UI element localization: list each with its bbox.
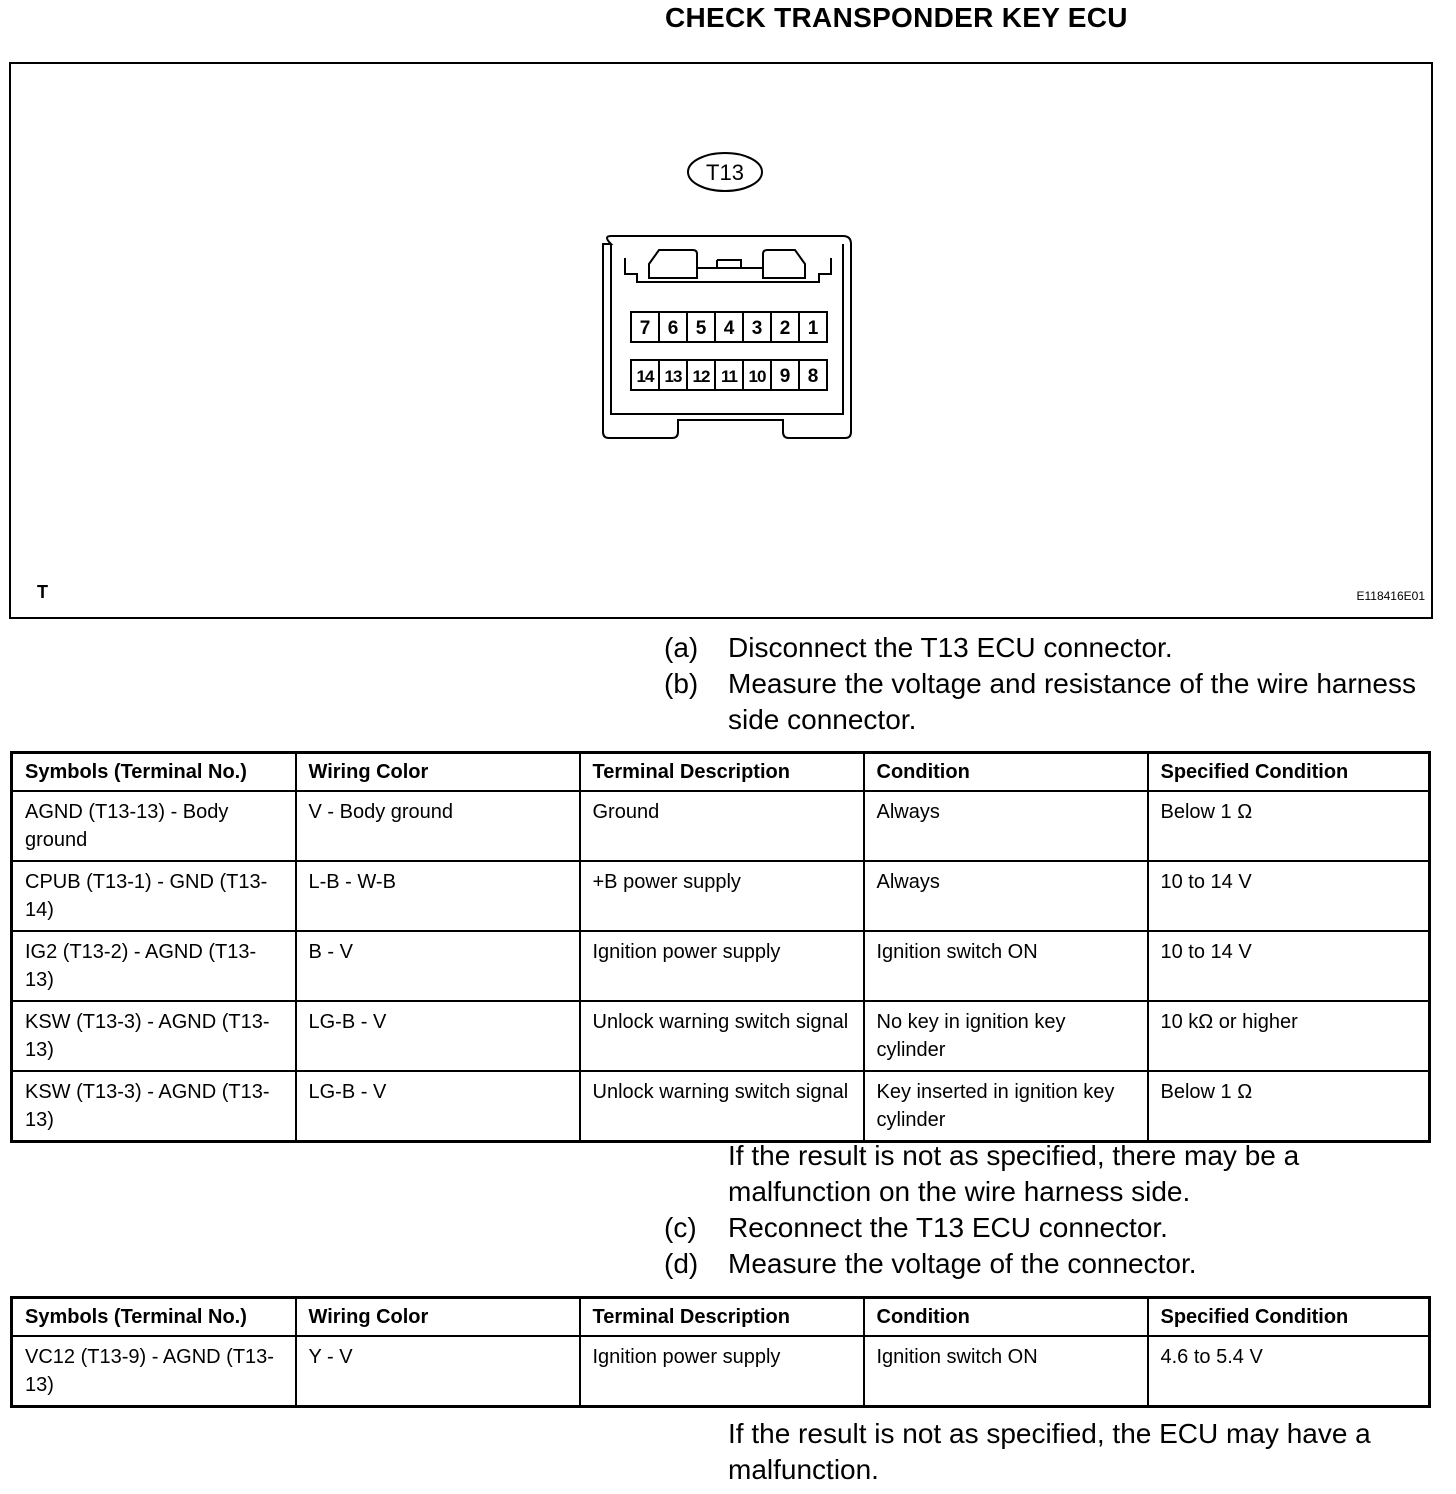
table-cell: V - Body ground xyxy=(296,791,580,861)
connector-label: T13 xyxy=(706,160,744,185)
note-wire-harness: If the result is not as specified, there may be a malfunction on the wire harness side. xyxy=(728,1140,1300,1207)
table-cell: AGND (T13-13) - Body ground xyxy=(12,791,296,861)
table-cell: Unlock warning switch signal xyxy=(580,1071,864,1142)
table-cell: B - V xyxy=(296,931,580,1001)
column-header: Terminal Description xyxy=(580,1298,864,1337)
table-header-row xyxy=(12,753,1430,792)
step-a xyxy=(664,630,1428,666)
column-header: Symbols (Terminal No.) xyxy=(12,1298,296,1337)
connector-pin-1: 1 xyxy=(807,318,819,339)
connector-pin-9: 9 xyxy=(779,366,791,387)
table-cell: KSW (T13-3) - AGND (T13-13) xyxy=(12,1071,296,1142)
step-b xyxy=(664,666,1428,738)
table-cell: Always xyxy=(864,861,1148,931)
table-row xyxy=(12,1001,1430,1071)
step-letter: (d) xyxy=(664,1248,699,1279)
step-letter: (b) xyxy=(664,668,699,699)
table-cell: Ignition power supply xyxy=(580,1336,864,1407)
voltage-resistance-table xyxy=(10,751,1431,1143)
column-header: Wiring Color xyxy=(296,1298,580,1337)
column-header: Specified Condition xyxy=(1148,1298,1430,1337)
steps-a-b xyxy=(664,630,1428,738)
table-cell: VC12 (T13-9) - AGND (T13-13) xyxy=(12,1336,296,1407)
connector-pin-12: 12 xyxy=(692,367,710,386)
connector-pin-3: 3 xyxy=(751,318,763,339)
table-cell: KSW (T13-3) - AGND (T13-13) xyxy=(12,1001,296,1071)
table-cell: Below 1 Ω xyxy=(1148,1071,1430,1142)
table-cell: Ignition power supply xyxy=(580,931,864,1001)
table-row xyxy=(12,931,1430,1001)
table-cell: 4.6 to 5.4 V xyxy=(1148,1336,1430,1407)
connector-pin-6: 6 xyxy=(667,318,679,339)
column-header: Condition xyxy=(864,753,1148,792)
column-header: Terminal Description xyxy=(580,753,864,792)
table-cell: 10 to 14 V xyxy=(1148,931,1430,1001)
connector-figure xyxy=(9,62,1433,619)
connector-pin-8: 8 xyxy=(807,366,819,387)
steps-c-d xyxy=(664,1210,1197,1282)
connector-diagram xyxy=(11,64,1431,617)
step-letter: (c) xyxy=(664,1212,697,1243)
step-c xyxy=(664,1210,1197,1246)
column-header: Symbols (Terminal No.) xyxy=(12,753,296,792)
step-d xyxy=(664,1246,1197,1282)
table-cell: 10 kΩ or higher xyxy=(1148,1001,1430,1071)
table-cell: Key inserted in ignition key cylinder xyxy=(864,1071,1148,1142)
connector-pin-10: 10 xyxy=(748,367,766,386)
table-cell: Always xyxy=(864,791,1148,861)
table-cell: Below 1 Ω xyxy=(1148,791,1430,861)
connector-voltage-table xyxy=(10,1296,1431,1408)
figure-image-code: E118416E01 xyxy=(1356,589,1425,603)
table-header-row xyxy=(12,1298,1430,1337)
step-text: Reconnect the T13 ECU connector. xyxy=(728,1212,1168,1243)
column-header: Specified Condition xyxy=(1148,753,1430,792)
step-text: Measure the voltage of the connector. xyxy=(728,1248,1197,1279)
figure-corner-label: T xyxy=(37,582,48,602)
table-cell: Y - V xyxy=(296,1336,580,1407)
table-row xyxy=(12,791,1430,861)
connector-pin-2: 2 xyxy=(779,318,791,339)
connector-pin-11: 11 xyxy=(721,367,737,386)
connector-pin-13: 13 xyxy=(664,367,682,386)
table-cell: Ground xyxy=(580,791,864,861)
connector-pin-7: 7 xyxy=(639,318,651,339)
table-row xyxy=(12,861,1430,931)
connector-pin-14: 14 xyxy=(636,367,654,386)
column-header: Condition xyxy=(864,1298,1148,1337)
column-header: Wiring Color xyxy=(296,753,580,792)
page-title: CHECK TRANSPONDER KEY ECU xyxy=(665,2,1128,33)
table-cell: No key in ignition key cylinder xyxy=(864,1001,1148,1071)
table-cell: CPUB (T13-1) - GND (T13-14) xyxy=(12,861,296,931)
table-cell: Ignition switch ON xyxy=(864,1336,1148,1407)
table-cell: Unlock warning switch signal xyxy=(580,1001,864,1071)
step-text: Measure the voltage and resistance of the wire harness side connector. xyxy=(728,668,1416,735)
table-cell: LG-B - V xyxy=(296,1071,580,1142)
table-cell: LG-B - V xyxy=(296,1001,580,1071)
table-row xyxy=(12,1336,1430,1407)
step-text: Disconnect the T13 ECU connector. xyxy=(728,632,1173,663)
table-row xyxy=(12,1071,1430,1142)
table-cell: +B power supply xyxy=(580,861,864,931)
step-letter: (a) xyxy=(664,632,699,663)
table-cell: Ignition switch ON xyxy=(864,931,1148,1001)
table-cell: IG2 (T13-2) - AGND (T13-13) xyxy=(12,931,296,1001)
table-cell: L-B - W-B xyxy=(296,861,580,931)
connector-pin-4: 4 xyxy=(723,318,735,339)
connector-pin-5: 5 xyxy=(695,318,707,339)
table-cell: 10 to 14 V xyxy=(1148,861,1430,931)
note-ecu-malfunction: If the result is not as specified, the ECU may have a malfunction. xyxy=(728,1418,1371,1485)
